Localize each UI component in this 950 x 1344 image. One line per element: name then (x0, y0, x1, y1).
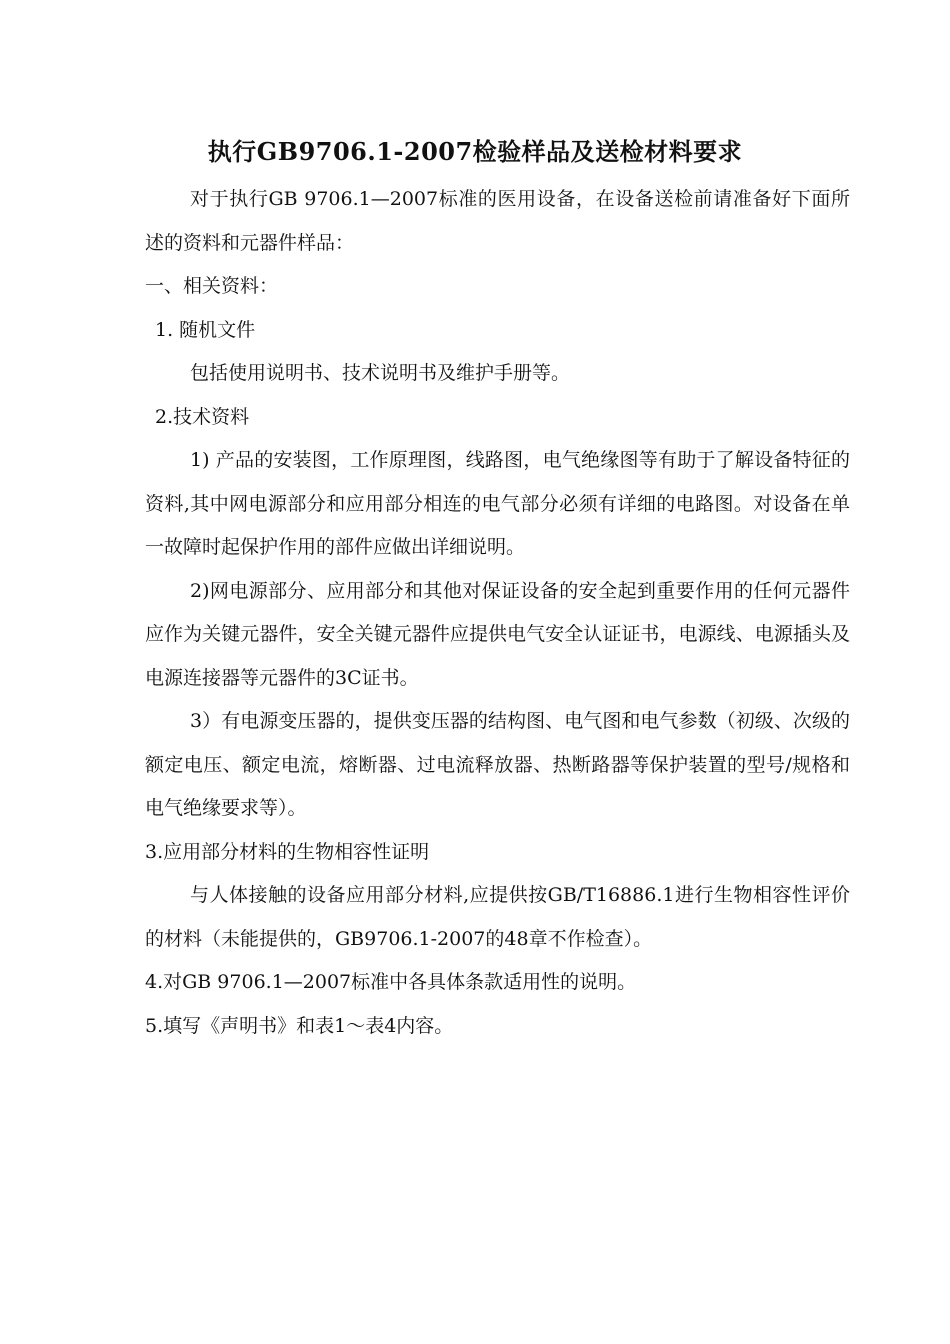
item-declaration-form: 5.填写《声明书》和表1～表4内容。 (145, 1014, 454, 1037)
item-text-biocompatibility: 与人体接触的设备应用部分材料,应提供按GB/T16886.1进行生物相容性评价的材料（未能提供的，GB9706.1-2007的48章不作检查）。 (145, 884, 850, 950)
item-clause-applicability: 4.对GB 9706.1—2007标准中各具体条款适用性的说明。 (145, 971, 637, 993)
document-body (145, 178, 850, 1048)
item-heading-technical-materials: 2.技术资料 (155, 405, 250, 428)
document-title: 执行GB9706.1-2007检验样品及送检材料要求 (207, 137, 743, 166)
technical-subitem-3: 3）有电源变压器的，提供变压器的结构图、电气图和电气参数（初级、次级的额定电压、额定电流，熔断器、过电流释放器、热断路器等保护装置的型号/规格和电气绝缘要求等）。 (145, 710, 850, 819)
section-heading-related-materials: 一、相关资料： (145, 275, 279, 297)
technical-subitem-1: 1) 产品的安装图，工作原理图，线路图，电气绝缘图等有助于了解设备特征的资料,其中网电源部分和应用部分相连的电气部分必须有详细的电路图。对设备在单一故障时起保护作用的部件应做出详细说明。 (145, 449, 850, 558)
technical-subitem-2: 2)网电源部分、应用部分和其他对保证设备的安全起到重要作用的任何元器件应作为关键元器件，安全关键元器件应提供电气安全认证证书，电源线、电源插头及电源连接器等元器件的3C证书。 (145, 579, 850, 689)
intro-paragraph: 对于执行GB 9706.1—2007标准的医用设备，在设备送检前请准备好下面所述的资料和元器件样品： (145, 188, 850, 254)
item-heading-accompanying-documents: 1. 随机文件 (155, 318, 256, 341)
item-text-accompanying-documents: 包括使用说明书、技术说明书及维护手册等。 (190, 362, 571, 384)
item-heading-biocompatibility: 3.应用部分材料的生物相容性证明 (145, 840, 430, 863)
